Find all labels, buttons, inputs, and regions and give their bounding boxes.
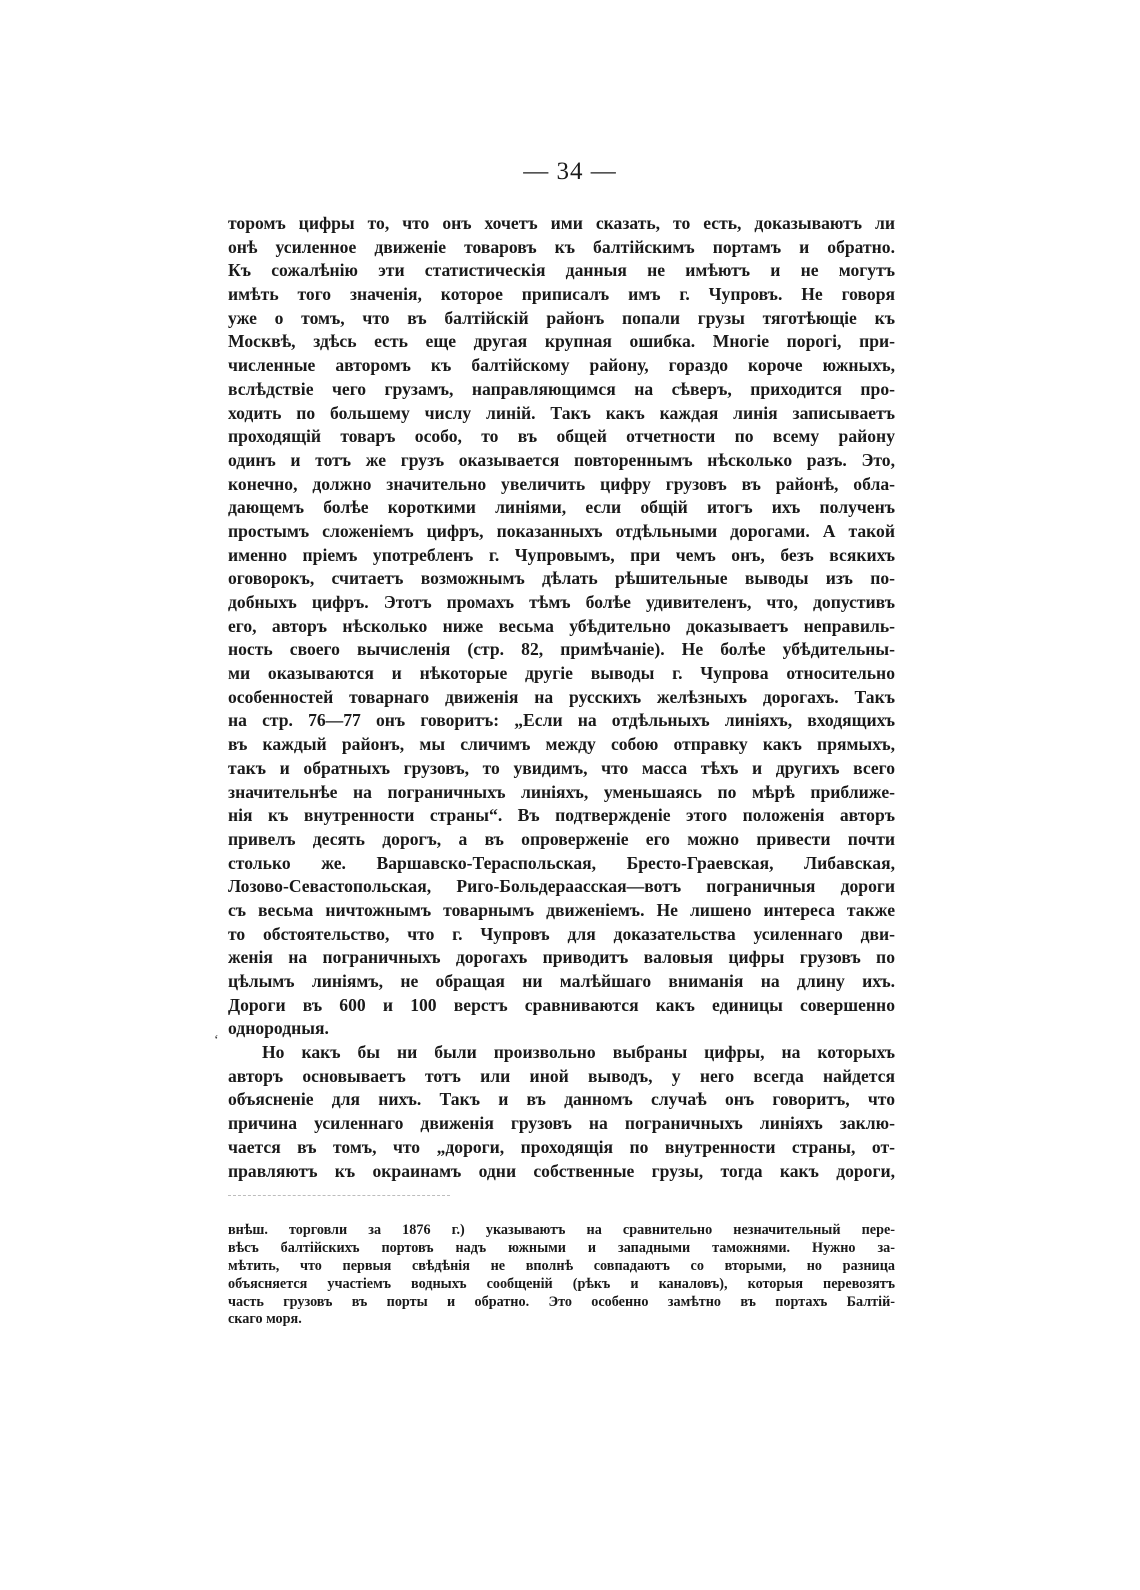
- text-line: авторъ основываетъ тотъ или иной выводъ, у него всегда найдется: [228, 1065, 895, 1086]
- text-line: нiя къ внутренности страны“. Въ подтвержденiе этого положенiя авторъ: [228, 805, 895, 826]
- text-line: Къ сожалѣнiю эти статистическiя данныя не имѣютъ и не могутъ: [228, 260, 895, 281]
- text-line: численные авторомъ къ балтiйскому району, гораздо короче южныхъ,: [228, 355, 895, 376]
- margin-mark: ʻ: [214, 1033, 219, 1048]
- footnote-block: [228, 1222, 895, 1329]
- text-line: Дороги въ 600 и 100 верстъ сравниваются какъ единицы совершенно: [228, 994, 895, 1015]
- paragraph-end-line: однородныя.: [228, 1018, 329, 1039]
- footnote-line: вѣсъ балтiйскихъ портовъ надъ южными и западными таможнями. Нужно за-: [228, 1239, 895, 1256]
- text-line: причина усиленнаго движенiя грузовъ на пограничныхъ линiяхъ заклю-: [228, 1113, 895, 1134]
- text-line: Москвѣ, здѣсь есть еще другая крупная ошибка. Многiе порогi, при-: [228, 331, 895, 352]
- footnote-separator: [228, 1195, 450, 1196]
- text-line: ми оказываются и нѣкоторые другiе выводы г. Чупрова относительно: [228, 663, 895, 684]
- text-line: съ весьма ничтожнымъ товарнымъ движенiемъ. Не лишено интереса также: [228, 899, 895, 920]
- text-line: проходящiй товаръ особо, то въ общей отчетности по всему району: [228, 426, 895, 447]
- text-line: уже о томъ, что въ балтiйскiй районъ попали грузы тяготѣющiе къ: [228, 307, 895, 328]
- text-line: правляютъ къ окраинамъ одни собственные грузы, тогда какъ дороги,: [228, 1160, 895, 1181]
- text-line: то обстоятельство, что г. Чупровъ для доказательства усиленнаго дви-: [228, 923, 895, 944]
- text-line: столько же. Варшавско-Тераспольская, Бресто-Граевская, Либавская,: [228, 852, 895, 873]
- text-line: простымъ сложенiемъ цифръ, показанныхъ отдѣльными дорогами. А такой: [228, 520, 895, 541]
- text-line: на стр. 76—77 онъ говоритъ: „Если на отдѣльныхъ линiяхъ, входящихъ: [228, 710, 895, 731]
- text-line: вслѣдствiе чего грузамъ, направляющимся на сѣверъ, приходится про-: [228, 378, 895, 399]
- footnote-line: мѣтить, что первыя свѣдѣнiя не вполнѣ совпадаютъ со вторыми, но разница: [228, 1257, 895, 1274]
- text-line: значительнѣе на пограничныхъ линiяхъ, уменьшаясь по мѣрѣ приближе-: [228, 781, 895, 802]
- text-line: ходить по большему числу линiй. Такъ какъ каждая линiя записываетъ: [228, 402, 895, 423]
- text-line: ность своего вычисленiя (стр. 82, примѣчанiе). Не болѣе убѣдительны-: [228, 639, 895, 660]
- text-line: конечно, должно значительно увеличить цифру грузовъ въ районѣ, обла-: [228, 473, 895, 494]
- text-line: объясненiе для нихъ. Такъ и въ данномъ случаѣ онъ говоритъ, что: [228, 1089, 895, 1110]
- text-line: торомъ цифры то, что онъ хочетъ ими сказать, то есть, доказываютъ ли: [228, 213, 895, 233]
- paragraph-start-line: Но какъ бы ни были произвольно выбраны цифры, на которыхъ: [262, 1042, 895, 1063]
- text-line: дающемъ болѣе короткими линiями, если общiй итогъ ихъ полученъ: [228, 497, 895, 518]
- text-line: Лозово-Севастопольская, Риго-Больдераасская—вотъ пограничныя дороги: [228, 876, 895, 897]
- text-line: добныхъ цифръ. Этотъ промахъ тѣмъ болѣе удивителенъ, что, допустивъ: [228, 592, 895, 612]
- footnote-line: внѣш. торговли за 1876 г.) указываютъ на сравнительно незначительный пере-: [228, 1222, 895, 1238]
- text-line: именно прiемъ употребленъ г. Чупровымъ, при чемъ онъ, безъ всякихъ: [228, 544, 895, 565]
- text-line: одинъ и тотъ же грузъ оказывается повтореннымъ нѣсколько разъ. Это,: [228, 449, 895, 470]
- page-number: — 34 —: [523, 158, 617, 185]
- footnote-line: часть грузовъ въ порты и обратно. Это особенно замѣтно въ портахъ Балтiй-: [228, 1293, 895, 1310]
- text-line: имѣть того значенiя, которое приписалъ имъ г. Чупровъ. Не говоря: [228, 284, 895, 305]
- footnote-line: скаго моря.: [228, 1311, 302, 1328]
- footnote-line: объясняется участiемъ водныхъ сообщенiй (рѣкъ и каналовъ), которыя перевозятъ: [228, 1275, 895, 1292]
- text-line: оговорокъ, считаетъ возможнымъ дѣлать рѣшительные выводы изъ по-: [228, 568, 895, 589]
- text-line: чается въ томъ, что „дороги, проходящiя по внутренности страны, от-: [228, 1136, 895, 1157]
- text-line: цѣлымъ линiямъ, не обращая ни малѣйшаго вниманiя на длину ихъ.: [228, 971, 895, 991]
- text-line: такъ и обратныхъ грузовъ, то увидимъ, что масса тѣхъ и другихъ всего: [228, 757, 895, 778]
- text-line: въ каждый районъ, мы сличимъ между собою отправку какъ прямыхъ,: [228, 734, 895, 755]
- text-line: онѣ усиленное движенiе товаровъ къ балтiйскимъ портамъ и обратно.: [228, 236, 895, 257]
- text-line: его, авторъ нѣсколько ниже весьма убѣдительно доказываетъ неправиль-: [228, 615, 895, 636]
- text-line: женiя на пограничныхъ дорогахъ приводитъ валовыя цифры грузовъ по: [228, 947, 895, 968]
- main-text-block: [228, 212, 895, 1183]
- text-line: особенностей товарнаго движенiя на русскихъ желѣзныхъ дорогахъ. Такъ: [228, 686, 895, 707]
- text-line: привелъ десять дорогъ, а въ опроверженiе его можно привести почти: [228, 828, 895, 849]
